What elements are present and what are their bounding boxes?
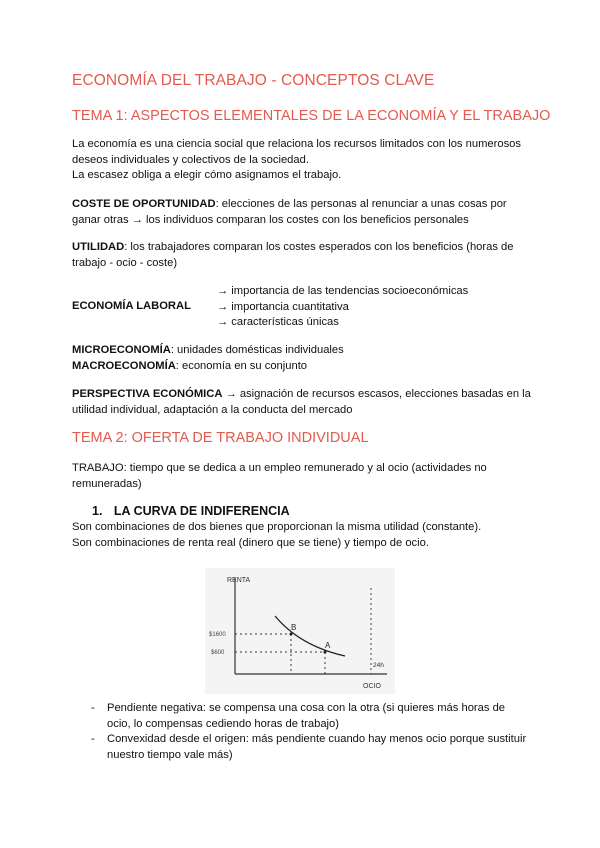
- micro-macro-block: [72, 343, 344, 374]
- coste-oportunidad-paragraph: [72, 197, 542, 228]
- y-axis-label: RENTA: [227, 577, 251, 584]
- section-title: LA CURVA DE INDIFERENCIA: [113, 504, 290, 518]
- micro-term: MICROECONOMÍA: [72, 344, 171, 356]
- point-a-marker: [324, 651, 327, 654]
- list-item: [91, 732, 547, 763]
- economia-laboral-term: [72, 299, 191, 315]
- intro-line: La economía es una ciencia social que relaciona los recursos limitados con los numerosos: [72, 138, 521, 150]
- curva-text: Son combinaciones de dos bienes que proporcionan la misma utilidad (constante).: [72, 521, 482, 533]
- list-item: [91, 701, 547, 732]
- list-item: → importancia de las tendencias socioeconómicas: [217, 285, 469, 297]
- coste-text: : elecciones de las personas al renunciar a unas cosas por: [215, 198, 507, 210]
- bullet-dash: -: [91, 702, 95, 714]
- bullet-dash: -: [91, 733, 95, 746]
- utilidad-paragraph: [72, 240, 542, 271]
- trabajo-text: TRABAJO: tiempo que se dedica a un empleo remunerado y al ocio (actividades no: [72, 462, 487, 474]
- utilidad-term: UTILIDAD: [72, 241, 125, 253]
- utilidad-text: : los trabajadores comparan los costes esperados con los beneficios (horas de: [124, 241, 514, 253]
- max-time-label: 24h: [373, 662, 384, 669]
- list-item: → características únicas: [217, 316, 339, 329]
- list-item: → importancia cuantitativa: [217, 300, 349, 313]
- bullet-text: Pendiente negativa: se compensa una cosa con la otra (si quieres más horas de: [107, 702, 506, 714]
- section-heading-curva: [92, 504, 290, 518]
- macro-text: : economía en su conjunto: [175, 359, 308, 372]
- tick-upper-label: $1600: [209, 632, 226, 638]
- tema1-intro: [72, 137, 532, 184]
- intro-line: deseos individuales y colectivos de la sociedad.: [72, 153, 309, 166]
- economia-laboral-list: [217, 284, 468, 331]
- perspectiva-term: PERSPECTIVA ECONÓMICA: [72, 388, 223, 400]
- bullet-text: Convexidad desde el origen: más pendiente cuando hay menos ocio porque sustituir: [107, 733, 527, 746]
- trabajo-paragraph: [72, 461, 542, 492]
- tema1-heading: TEMA 1: ASPECTOS ELEMENTALES DE LA ECONOMÍA Y EL TRABAJO: [72, 108, 551, 124]
- bullet-list: [91, 701, 547, 763]
- utilidad-text: trabajo - ocio - coste): [72, 256, 178, 269]
- sketch-paper: [205, 568, 395, 694]
- document-title: ECONOMÍA DEL TRABAJO - CONCEPTOS CLAVE: [72, 72, 435, 89]
- intro-line: La escasez obliga a elegir cómo asignamos el trabajo.: [72, 169, 342, 182]
- macro-term: MACROECONOMÍA: [72, 359, 176, 372]
- perspectiva-paragraph: [72, 387, 542, 418]
- trabajo-text: remuneradas): [72, 477, 142, 490]
- point-a-label: A: [325, 641, 331, 650]
- perspectiva-text: → asignación de recursos escasos, elecciones basadas en la: [222, 388, 531, 400]
- coste-text: ganar otras → los individuos comparan los costes con los beneficios personales: [72, 213, 469, 226]
- section-number: 1.: [92, 504, 103, 518]
- curva-text: Son combinaciones de renta real (dinero que se tiene) y tiempo de ocio.: [72, 536, 429, 549]
- indifference-curve-sketch: [205, 568, 395, 694]
- curva-paragraph: [72, 520, 542, 551]
- coste-term: COSTE DE OPORTUNIDAD: [72, 198, 216, 210]
- bullet-text: nuestro tiempo vale más): [107, 748, 233, 761]
- laboral-term-text: ECONOMÍA LABORAL: [72, 300, 191, 312]
- micro-text: : unidades domésticas individuales: [170, 344, 344, 356]
- bullet-text: ocio, lo compensas cediendo horas de trabajo): [107, 717, 339, 730]
- point-b-label: B: [291, 623, 297, 632]
- perspectiva-text: utilidad individual, adaptación a la conducta del mercado: [72, 403, 353, 416]
- x-axis-label: OCIO: [363, 683, 381, 690]
- tema2-heading: TEMA 2: OFERTA DE TRABAJO INDIVIDUAL: [72, 430, 369, 446]
- tick-lower-label: $600: [211, 650, 225, 656]
- point-b-marker: [290, 633, 293, 636]
